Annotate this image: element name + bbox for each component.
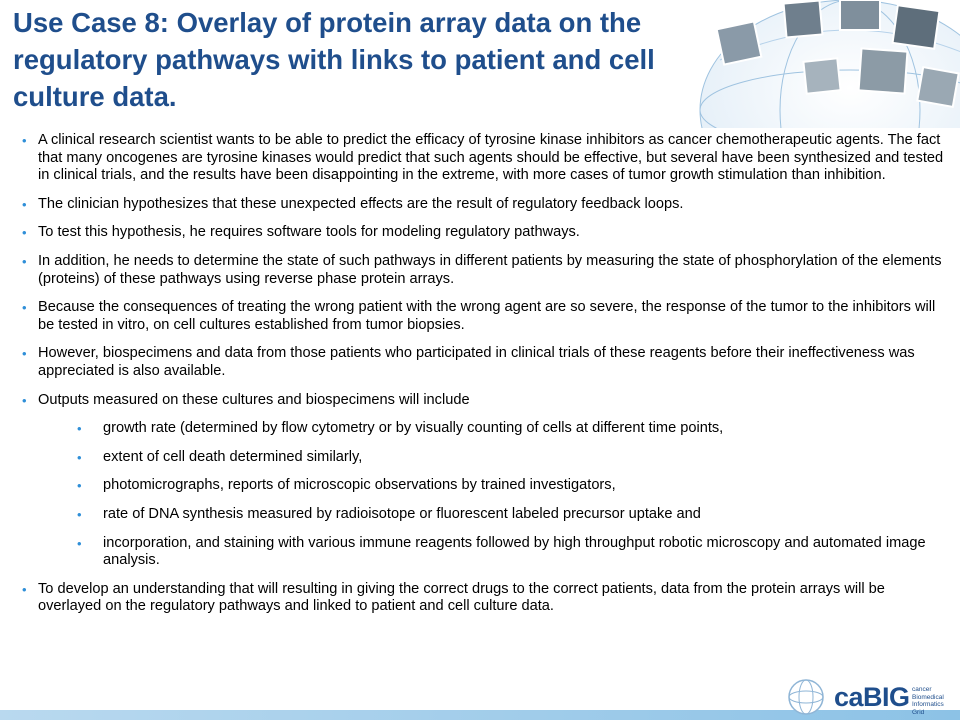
bullet-item: • To test this hypothesis, he requires software tools for modeling regulatory pathways. — [22, 224, 580, 241]
globe-graphic — [690, 0, 960, 128]
photo-tile — [717, 21, 762, 64]
bullet-icon: • — [22, 581, 27, 597]
bullet-icon: • — [77, 449, 82, 465]
bullet-icon: • — [22, 133, 27, 148]
slide-title: Use Case 8: Overlay of protein array data on the regulatory pathways with links to patient and cell culture data. — [13, 7, 655, 112]
bullet-item: • In addition, he needs to determine the state of such pathways in different patients by measuring the state of phosphorylation of the elements (proteins) of these pathways using reverse phase protein arrays. — [22, 252, 942, 287]
bullet-icon: • — [77, 506, 82, 522]
bullet-icon: • — [77, 421, 82, 437]
globe-logo-icon — [786, 678, 830, 716]
cabig-logo — [784, 678, 954, 716]
bullet-item: • To develop an understanding that will resulting in giving the correct drugs to the correct patients, data from the protein arrays will be overlayed on the regulatory pathways and linked to patient and cell culture data. — [22, 580, 885, 615]
bullet-icon: • — [22, 300, 27, 316]
bullet-item: • Outputs measured on these cultures and biospecimens will include — [22, 391, 470, 408]
bullet-item: • A clinical research scientist wants to be able to predict the efficacy of tyrosine kinase inhibitors as cancer chemotherapeutic agents. The fact that many oncogenes are tyrosine kinases would predict that such agents should be effective, but several have been synthesized and tested in clinical trials, and the results have been disappointing in the extreme, with more cases of tumor growth stimulation than inhibition. — [22, 132, 944, 184]
slide-body — [22, 132, 947, 627]
bullet-icon: • — [22, 392, 27, 408]
bullet-item: • The clinician hypothesizes that these unexpected effects are the result of regulatory feedback loops. — [22, 195, 684, 212]
logo-wordmark: caBIG — [834, 682, 910, 712]
bullet-icon: • — [77, 535, 82, 551]
bullet-item: • Because the consequences of treating the wrong patient with the wrong agent are so severe, the response of the tumor to the inhibitors will be tested in vitro, on cell cultures established from tumor biopsies. — [22, 299, 936, 333]
sub-bullet-item: • incorporation, and staining with various immune reagents followed by high throughput robotic microscopy and automated image analysis. — [77, 534, 926, 569]
bullet-item: • However, biospecimens and data from those patients who participated in clinical trials of these reagents before their ineffectiveness was appreciated is also available. — [22, 345, 915, 379]
sub-bullet-item: • rate of DNA synthesis measured by radioisotope or fluorescent labeled precursor uptake and — [77, 505, 701, 522]
logo-tagline: cancer Biomedical Informatics Grid — [912, 686, 944, 716]
bullet-icon: • — [22, 196, 27, 212]
bullet-icon: • — [22, 225, 27, 241]
sub-bullet-item: • extent of cell death determined similarly, — [77, 448, 363, 465]
bullet-icon: • — [77, 478, 82, 494]
bullet-icon: • — [22, 346, 27, 362]
sub-bullet-item: • photomicrographs, reports of microscopic observations by trained investigators, — [77, 477, 616, 494]
bullet-icon: • — [22, 253, 27, 269]
sub-bullet-item: • growth rate (determined by flow cytometry or by visually counting of cells at different time points, — [77, 420, 724, 437]
